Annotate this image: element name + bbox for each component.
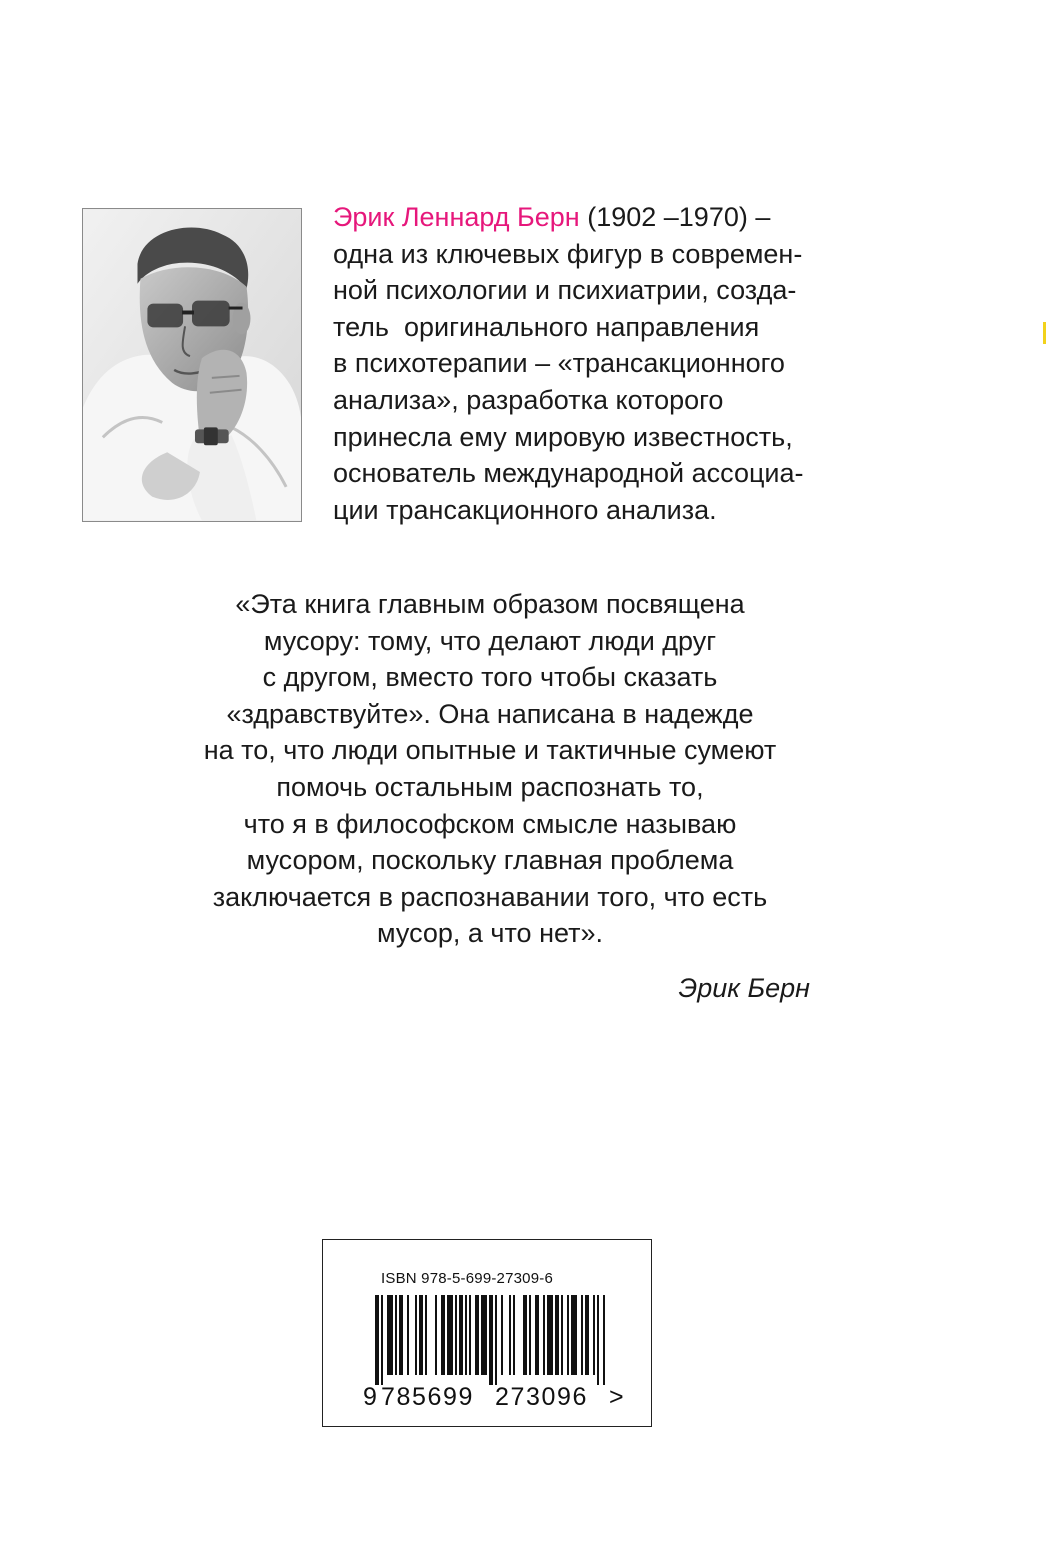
barcode-arrow: > bbox=[609, 1383, 624, 1411]
author-name: Эрик Леннард Берн bbox=[333, 202, 580, 232]
barcode-bar bbox=[407, 1295, 409, 1375]
barcode-bar bbox=[441, 1295, 445, 1375]
barcode-bar bbox=[567, 1295, 569, 1375]
barcode-bar bbox=[419, 1295, 423, 1375]
barcode-bar bbox=[535, 1295, 539, 1375]
barcode-bar bbox=[543, 1295, 545, 1375]
barcode-bar bbox=[459, 1295, 463, 1375]
portrait-illustration bbox=[83, 209, 301, 521]
barcode-bar bbox=[571, 1295, 577, 1375]
quote-line-5: на то, что люди опытные и тактичные сумеют bbox=[203, 735, 777, 766]
bio-line-2: одна из ключевых фигур в современ- bbox=[333, 238, 803, 269]
quote-line-1: «Эта книга главным образом посвящена bbox=[235, 589, 745, 619]
bio-line-4: тель оригинального направления bbox=[333, 311, 760, 342]
barcode-bar bbox=[593, 1295, 595, 1375]
barcode-bar bbox=[469, 1295, 471, 1375]
barcode-bar bbox=[495, 1295, 497, 1385]
quote-line-6: помочь остальным распознать то, bbox=[276, 771, 704, 802]
bio-dates: (1902 –1970) – bbox=[579, 202, 771, 232]
barcode-bar bbox=[425, 1295, 427, 1375]
barcode-bar bbox=[513, 1295, 515, 1375]
isbn-label: ISBN 978-5-699-27309-6 bbox=[381, 1270, 554, 1287]
quote-line-2: мусору: тому, что делают люди друг bbox=[263, 625, 717, 656]
author-portrait bbox=[82, 208, 302, 522]
barcode-bar bbox=[415, 1295, 417, 1375]
barcode-bar bbox=[597, 1295, 599, 1385]
barcode-bar bbox=[381, 1295, 383, 1385]
quote-signature: Эрик Берн bbox=[678, 973, 810, 1003]
barcode-bar bbox=[529, 1295, 531, 1375]
quote-line-3: с другом, вместо того чтобы сказать bbox=[262, 662, 718, 693]
barcode-bar bbox=[399, 1295, 403, 1375]
barcode-bar bbox=[581, 1295, 583, 1375]
bio-line-3: ной психологии и психиатрии, созда- bbox=[333, 275, 797, 306]
barcode-digit-group-1: 785699 bbox=[381, 1383, 475, 1411]
barcode-bar bbox=[585, 1295, 589, 1375]
barcode-bar bbox=[547, 1295, 553, 1375]
quote-line-9: заключается в распознавании того, что есть bbox=[212, 881, 768, 912]
barcode-digits bbox=[363, 1383, 624, 1557]
bio-line-1 bbox=[333, 199, 933, 236]
quote-line-7: что я в философском смысле называю bbox=[243, 808, 737, 839]
barcode-bar bbox=[523, 1295, 527, 1375]
author-bio bbox=[333, 199, 933, 528]
edge-color-mark bbox=[1043, 322, 1046, 344]
barcode-bar bbox=[603, 1295, 605, 1385]
quote-line-4: «здравствуйте». Она написана в надежде bbox=[226, 698, 754, 729]
barcode-bar bbox=[387, 1295, 393, 1375]
barcode-bar bbox=[455, 1295, 457, 1375]
barcode-bar bbox=[555, 1295, 559, 1375]
barcode-bar bbox=[509, 1295, 511, 1375]
bio-line-9: ции трансакционного анализа. bbox=[333, 494, 717, 525]
barcode-bar bbox=[447, 1295, 453, 1375]
barcode-bar bbox=[481, 1295, 487, 1375]
quote-line-10: мусор, а что нет». bbox=[377, 918, 603, 949]
barcode-bar bbox=[375, 1295, 379, 1385]
barcode-bar bbox=[395, 1295, 397, 1375]
quote-line-8: мусором, поскольку главная проблема bbox=[246, 845, 734, 876]
barcode-bar bbox=[561, 1295, 563, 1375]
barcode-bar bbox=[435, 1295, 437, 1375]
barcode-bar bbox=[501, 1295, 503, 1375]
barcode-bar bbox=[489, 1295, 493, 1385]
barcode-bar bbox=[465, 1295, 467, 1375]
bio-line-7: принесла ему мировую известность, bbox=[333, 421, 793, 452]
barcode-bars bbox=[375, 1295, 607, 1385]
book-quote bbox=[120, 586, 860, 952]
barcode-box bbox=[322, 1239, 652, 1427]
barcode-bar bbox=[475, 1295, 479, 1375]
bio-line-5: в психотерапии – «трансакционного bbox=[333, 348, 785, 379]
bio-line-6: анализа», разработка которого bbox=[333, 384, 724, 415]
barcode-digit-first: 9 bbox=[363, 1383, 378, 1411]
bio-line-8: основатель международной ассоциа- bbox=[333, 458, 804, 489]
barcode-digit-group-2: 273096 bbox=[495, 1383, 589, 1411]
